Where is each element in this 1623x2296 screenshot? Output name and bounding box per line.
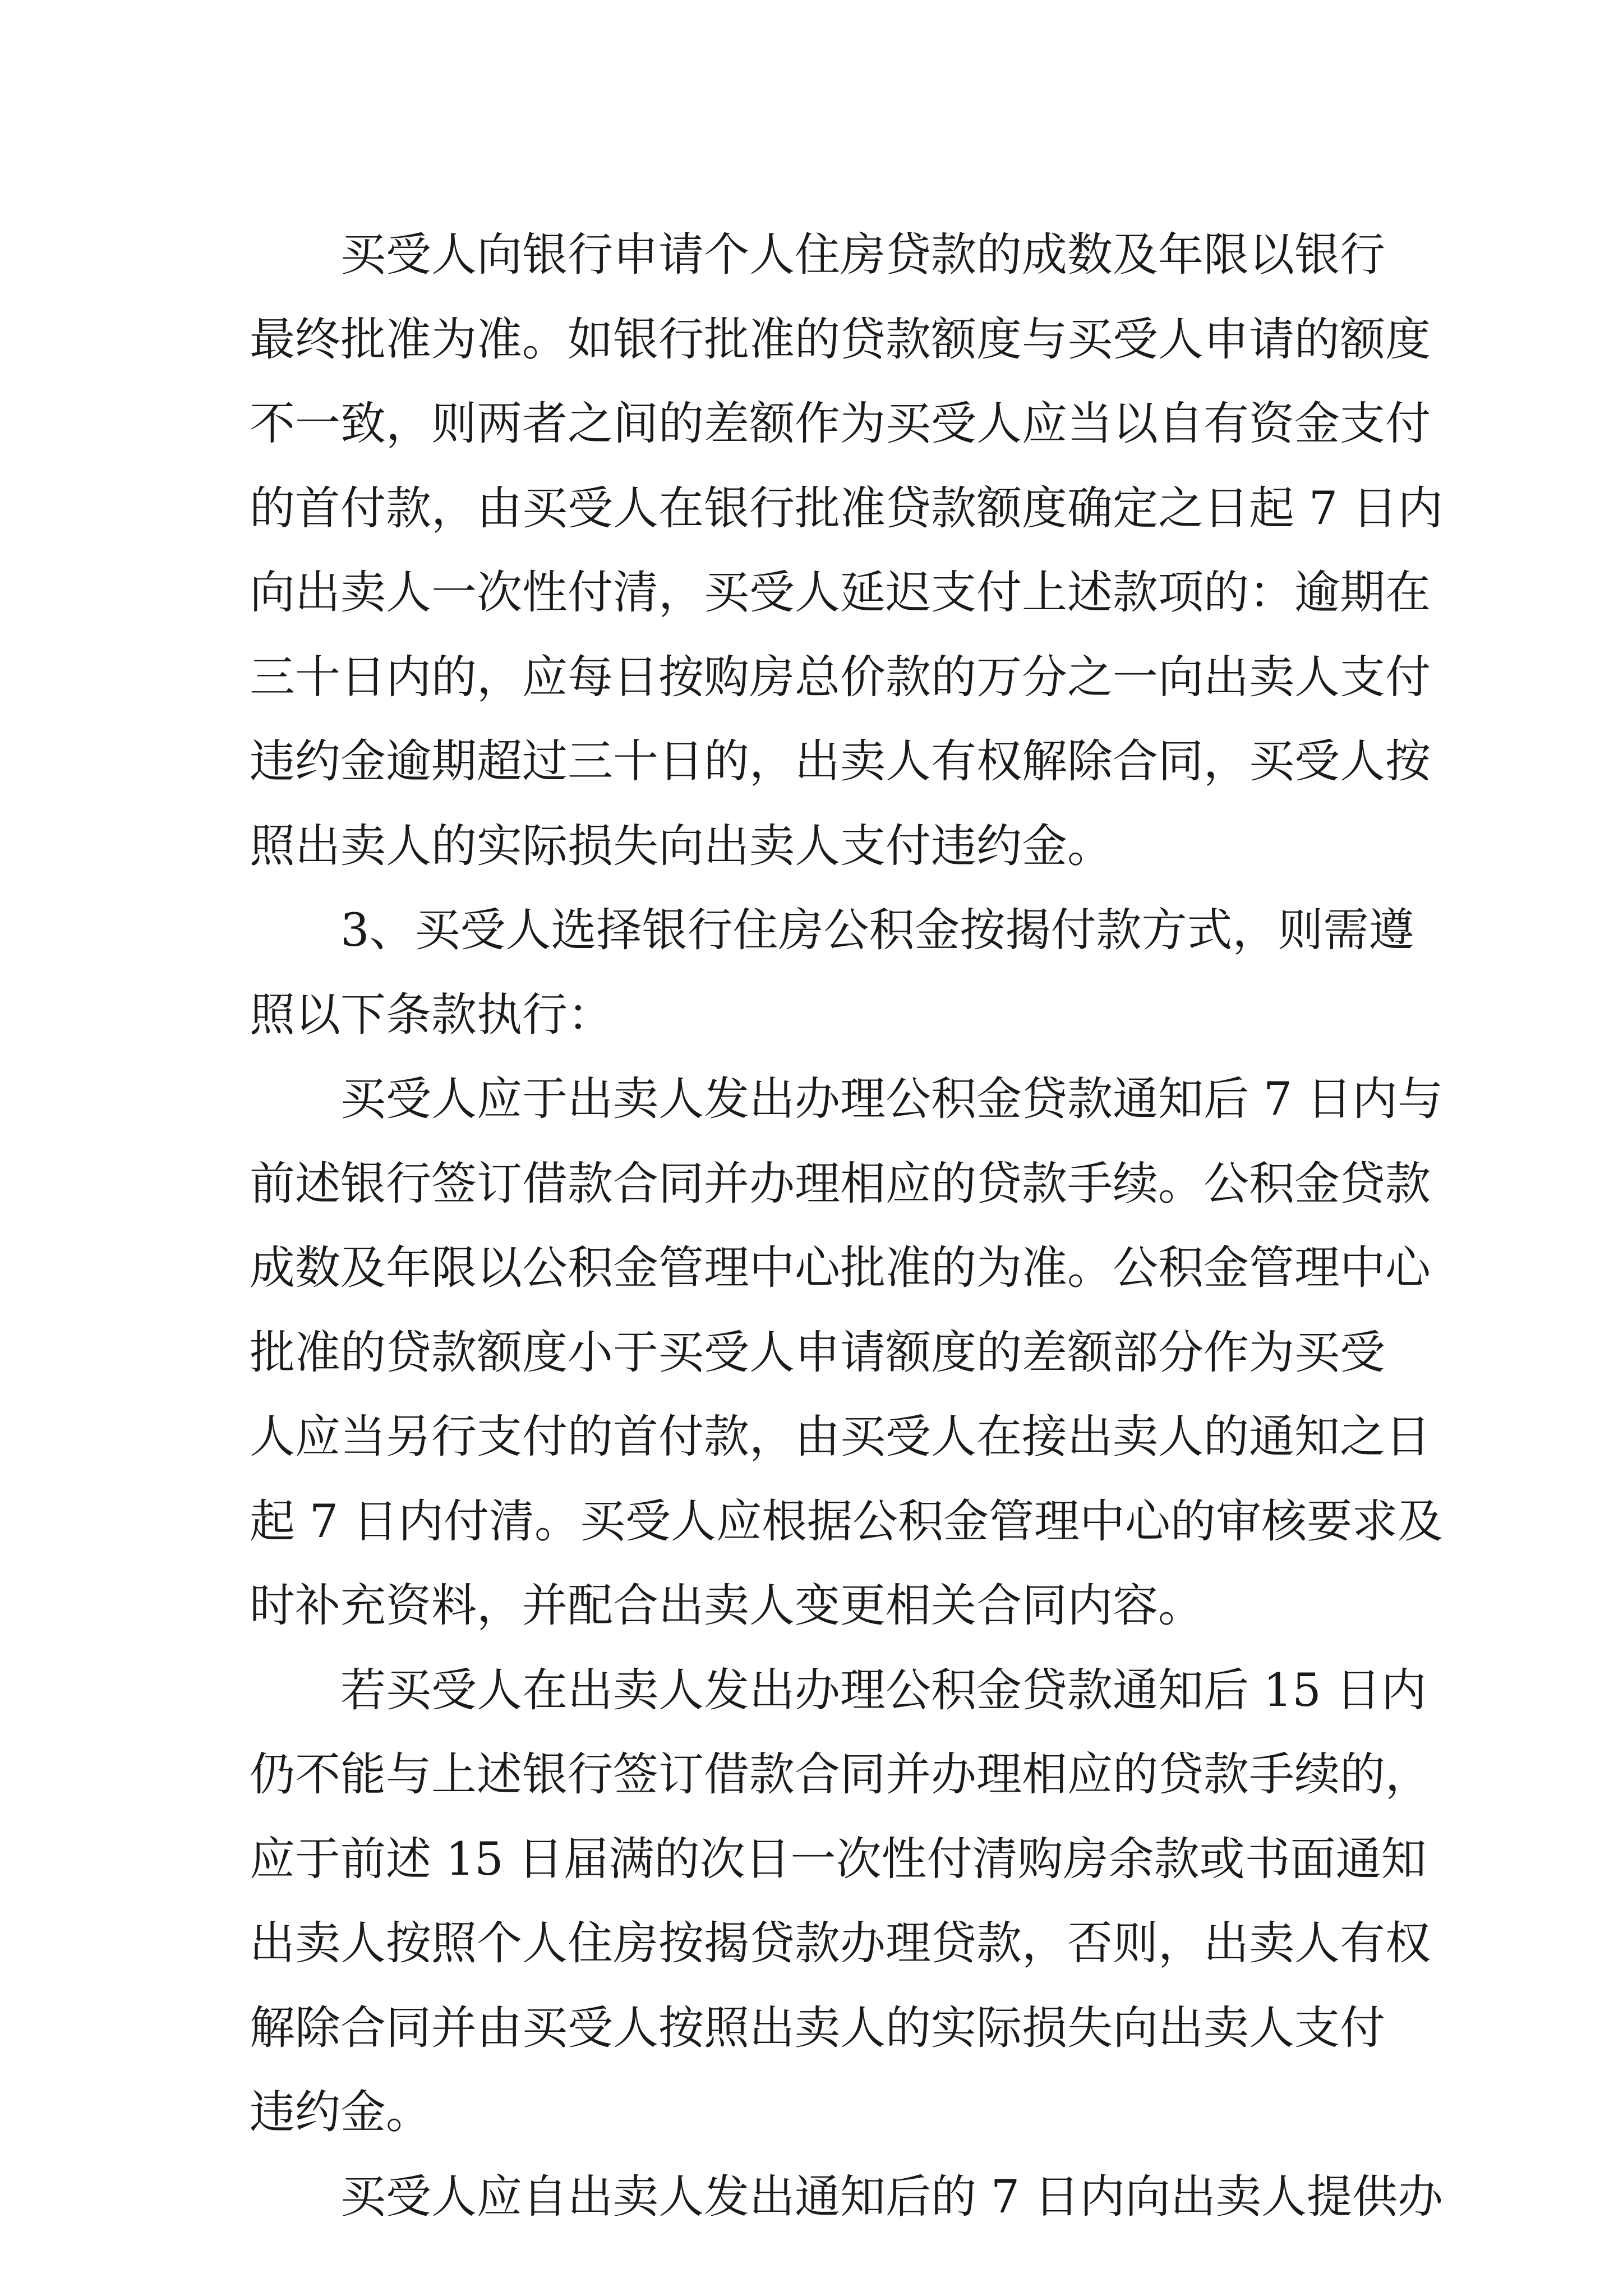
paragraph-3-line-4: 批准的贷款额度小于买受人申请额度的差额部分作为买受 [250,1326,1386,1379]
paragraph-3-line-2: 前述银行签订借款合同并办理相应的贷款手续。公积金贷款 [250,1157,1431,1211]
paragraph-3-line-7: 时补充资料，并配合出卖人变更相关合同内容。 [250,1580,1204,1632]
paragraph-1-line-1: 买受人向银行申请个人住房贷款的成数及年限以银行 [340,229,1386,282]
paragraph-4-line-3: 应于前述 15 日届满的次日一次性付清购房余款或书面通知 [250,1833,1427,1886]
paragraph-1-line-5: 向出卖人一次性付清，买受人延迟支付上述款项的：逾期在 [250,567,1431,619]
paragraph-1-line-8: 照出卖人的实际损失向出卖人支付违约金。 [250,820,1113,873]
paragraph-3-line-3: 成数及年限以公积金管理中心批准的为准。公积金管理中心 [250,1242,1431,1295]
paragraph-4-line-2: 仍不能与上述银行签订借款合同并办理相应的贷款手续的， [250,1749,1431,1801]
paragraph-4-line-6: 违约金。 [250,2086,432,2139]
paragraph-3-line-5: 人应当另行支付的首付款，由买受人在接出卖人的通知之日 [250,1411,1431,1464]
paragraph-1-line-7: 违约金逾期超过三十日的，出卖人有权解除合同，买受人按 [250,735,1431,788]
paragraph-1-line-2: 最终批准为准。如银行批准的贷款额度与买受人申请的额度 [250,313,1431,366]
paragraph-5-line-1: 买受人应自出卖人发出通知后的 7 日内向出卖人提供办 [340,2170,1444,2224]
paragraph-4-line-5: 解除合同并由买受人按照出卖人的实际损失向出卖人支付 [250,2001,1386,2055]
paragraph-1-line-4: 的首付款，由买受人在银行批准贷款额度确定之日起 7 日内 [250,482,1444,535]
paragraph-1-line-3: 不一致，则两者之间的差额作为买受人应当以自有资金支付 [250,398,1431,450]
paragraph-2-line-1: 3、买受人选择银行住房公积金按揭付款方式，则需遵 [340,904,1414,957]
document-body [250,213,1444,2239]
paragraph-3-line-1: 买受人应于出卖人发出办理公积金贷款通知后 7 日内与 [340,1073,1444,1126]
paragraph-3-line-6: 起 7 日内付清。买受人应根据公积金管理中心的审核要求及 [250,1495,1444,1548]
paragraph-4-line-1: 若买受人在出卖人发出办理公积金贷款通知后 15 日内 [340,1664,1427,1717]
paragraph-2-line-2: 照以下条款执行： [250,988,614,1042]
paragraph-4-line-4: 出卖人按照个人住房按揭贷款办理贷款，否则，出卖人有权 [250,1917,1431,1970]
paragraph-1-line-6: 三十日内的，应每日按购房总价款的万分之一向出卖人支付 [250,651,1431,704]
